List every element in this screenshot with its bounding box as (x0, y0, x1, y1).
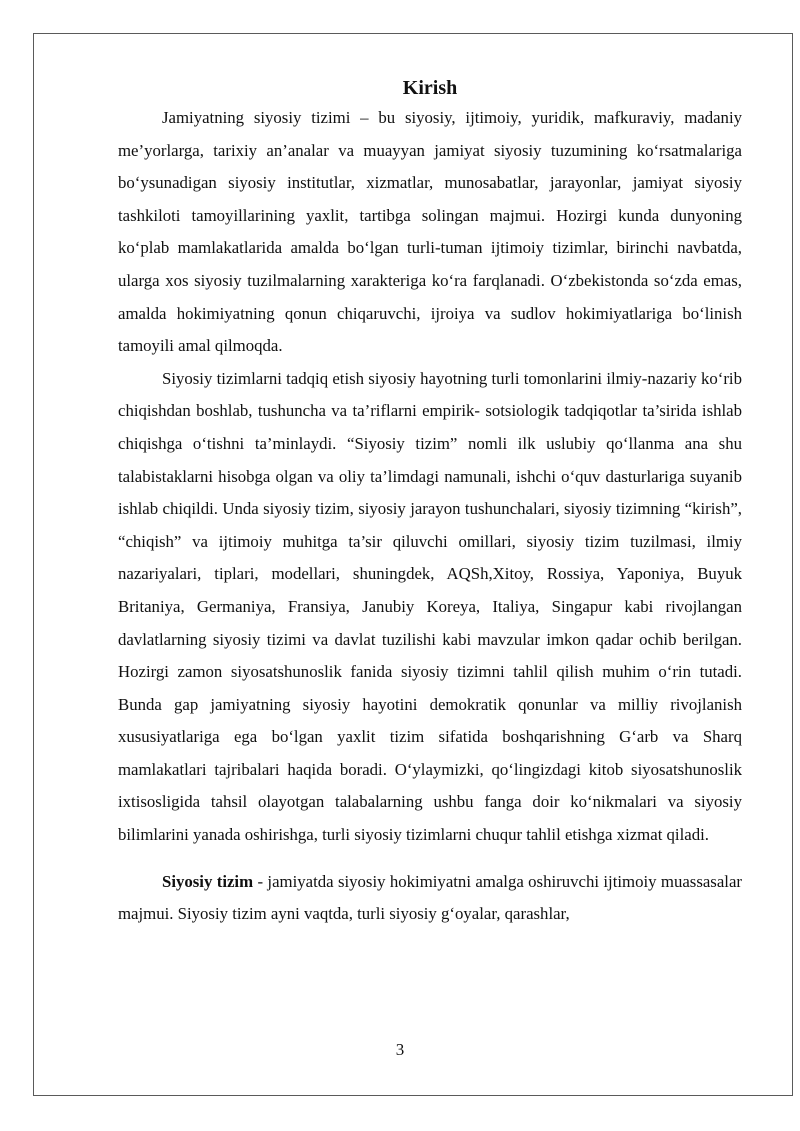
definition-text: - jamiyatda siyosiy hokimiyatni amalga oshiruvchi ijtimoiy muassasalar majmui. Siyosiy tizim ayni vaqtda, turli siyosiy g‘oyalar, qarashlar, (118, 871, 742, 924)
paragraph-definition (118, 866, 742, 931)
section-title: Kirish (402, 77, 458, 99)
definition-term: Siyosiy tizim (162, 871, 254, 891)
document-body (118, 74, 742, 931)
paragraph-intro: Jamiyatning siyosiy tizimi – bu siyosiy, ijtimoiy, yuridik, mafkuraviy, madaniy me’yorlarga, tarixiy an’analar va muayyan jamiyat siyosiy tuzumining ko‘rsatmalariga bo‘ysunadigan siyosiy institutlar, xizmatlar, munosabatlar, jarayonlar, jamiyat siyosiy tashkiloti tamoyillarining yaxlit, tartibga solingan majmui. Hozirgi kunda dunyoning ko‘plab mamlakatlarida amalda bo‘lgan turli-tuman ijtimoiy tizimlar, birinchi navbatda, ularga xos siyosiy tuzilmalarning xarakteriga ko‘ra farqlanadi. O‘zbekistonda so‘zda emas, amalda hokimiyatning qonun chiqaruvchi, ijroiya va sudlov hokimiyatlariga bo‘linish tamoyili amal qilmoqda. (118, 108, 742, 356)
paragraph-research: Siyosiy tizimlarni tadqiq etish siyosiy hayotning turli tomonlarini ilmiy-nazariy ko‘rib chiqishdan boshlab, tushuncha va ta’riflarni empirik- sotsiologik tadqiqotlar ta’sirida ishlab chiqishga o‘tishni ta’minlaydi. “Siyosiy tizim” nomli ilk uslubiy qo‘llanma ana shu talabistaklarni hisobga olgan va oliy ta’limdagi namunali, ishchi o‘quv dasturlariga suyanib ishlab chiqildi. Unda siyosiy tizim, siyosiy jarayon tushunchalari, siyosiy tizimning “kirish”, “chiqish” va ijtimoiy muhitga ta’sir qiluvchi omillari, siyosiy tizim tuzilmasi, ilmiy nazariyalari, tiplari, modellari, shuningdek, AQSh,Xitoy, Rossiya, Yaponiya, Buyuk Britaniya, Germaniya, Fransiya, Janubiy Koreya, Italiya, Singapur kabi rivojlangan davlatlarning siyosiy tizimi va davlat tuzilishi kabi mavzular imkon qadar ochib berilgan. Hozirgi zamon siyosatshunoslik fanida siyosiy tizimni tahlil qilish muhim o‘rin tutadi. Bunda gap jamiyatning siyosiy hayotini demokratik qonunlar va milliy rivojlanish xususiyatlariga ega bo‘lgan yaxlit tizim sifatida boshqarishning G‘arb va Sharq mamlakatlari tajribalari haqida boradi. O‘ylaymizki, qo‘lingizdagi kitob siyosatshunoslik ixtisosligida tahsil olayotgan talabalarning ushbu fanga doir ko‘nikmalari va siyosiy bilimlarini yanada oshirishga, turli siyosiy tizimlarni chuqur tahlil etishga xizmat qiladi. (118, 368, 742, 845)
page-number: 3 (395, 1040, 405, 1059)
